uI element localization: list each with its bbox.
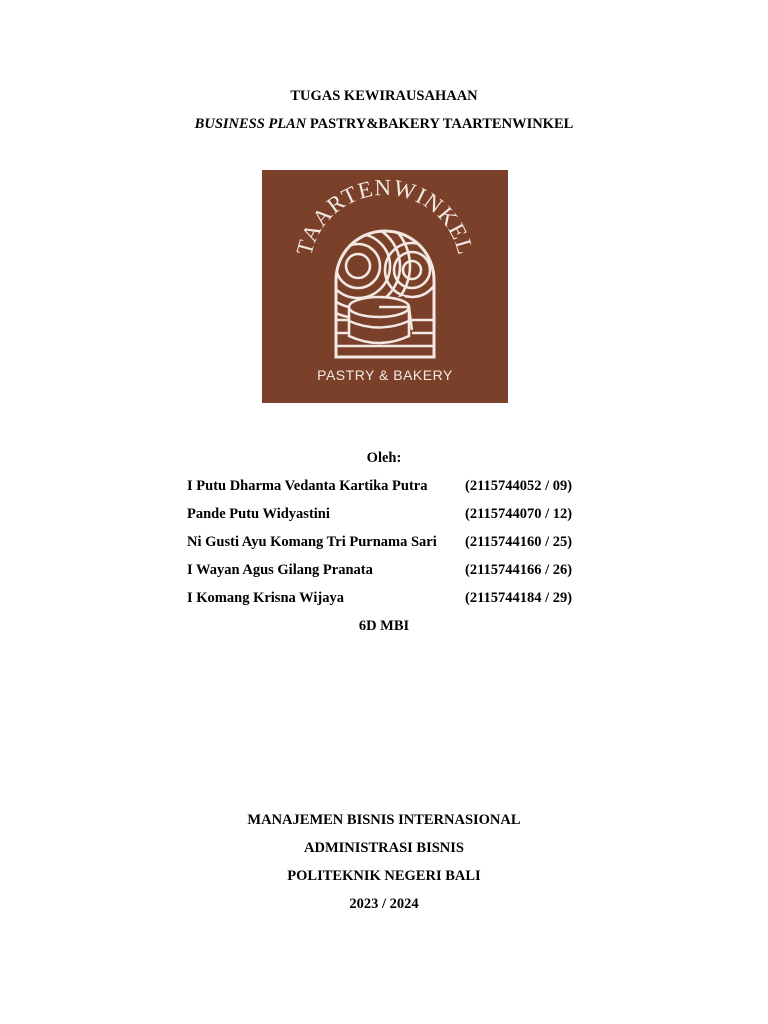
member-name: I Komang Krisna Wijaya — [187, 590, 344, 606]
member-name: I Wayan Agus Gilang Pranata — [187, 562, 373, 578]
member-name: Ni Gusti Ayu Komang Tri Purnama Sari — [187, 534, 437, 550]
member-id: (2115744166 / 26) — [465, 562, 573, 578]
cake-icon — [349, 296, 412, 345]
subtitle-italic-part: BUSINESS PLAN — [194, 116, 307, 132]
subtitle-rest-part: PASTRY&BAKERY TAARTENWINKEL — [306, 116, 574, 132]
program-name: MANAJEMEN BISNIS INTERNASIONAL — [247, 812, 521, 828]
logo-subtitle-text: PASTRY & BAKERY — [317, 367, 453, 383]
member-row — [187, 533, 607, 551]
member-name: Pande Putu Widyastini — [187, 506, 330, 522]
academic-year: 2023 / 2024 — [349, 896, 419, 912]
member-id: (2115744052 / 09) — [465, 478, 573, 494]
member-name: I Putu Dharma Vedanta Kartika Putra — [187, 478, 428, 494]
taartenwinkel-logo — [262, 170, 508, 403]
class-label: 6D MBI — [358, 618, 410, 634]
member-id: (2115744184 / 29) — [465, 590, 573, 606]
logo-brand-text: TAARTENWINKEL — [291, 174, 479, 258]
member-row — [187, 505, 607, 523]
member-id: (2115744160 / 25) — [465, 534, 573, 550]
department-name: ADMINISTRASI BISNIS — [304, 840, 464, 856]
document-subtitle — [0, 115, 768, 133]
authors-intro: Oleh: — [366, 450, 402, 466]
member-row — [187, 589, 607, 607]
member-row — [187, 561, 607, 579]
member-row — [187, 477, 607, 495]
member-id: (2115744070 / 12) — [465, 506, 573, 522]
document-title: TUGAS KEWIRAUSAHAAN — [290, 88, 478, 104]
institution-name: POLITEKNIK NEGERI BALI — [287, 868, 481, 884]
